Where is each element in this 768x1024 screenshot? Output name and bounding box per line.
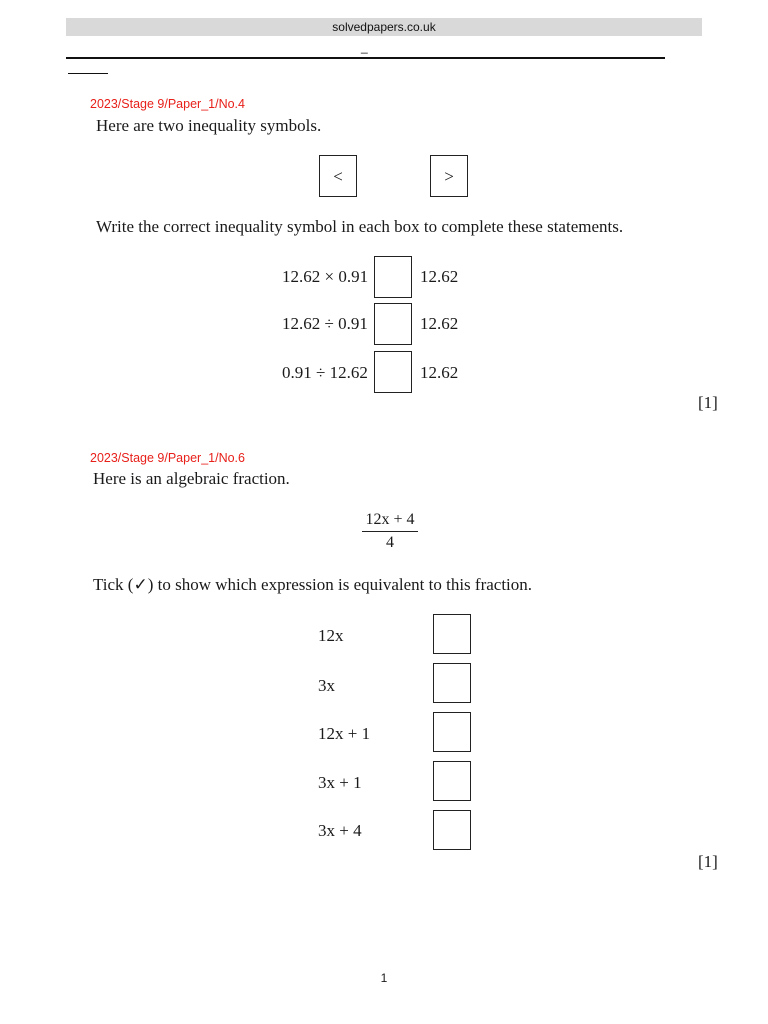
option-3-tick-box[interactable] (433, 712, 471, 752)
header-rule (66, 57, 665, 59)
fraction-bar (362, 531, 418, 532)
less-than-symbol: < (333, 167, 343, 186)
statement-2-answer-box[interactable] (374, 303, 412, 345)
statement-1-answer-box[interactable] (374, 256, 412, 298)
page-number: 1 (380, 971, 388, 985)
q4-reference: 2023/Stage 9/Paper_1/No.4 (90, 97, 245, 111)
option-4-tick-box[interactable] (433, 761, 471, 801)
statement-3-answer-box[interactable] (374, 351, 412, 393)
q6-reference: 2023/Stage 9/Paper_1/No.6 (90, 451, 245, 465)
less-than-symbol-box (319, 155, 357, 197)
option-1-label: 12x (318, 626, 344, 645)
statement-3-left: 0.91 ÷ 12.62 (282, 363, 368, 382)
option-1-tick-box[interactable] (433, 614, 471, 654)
statement-1-left: 12.62 × 0.91 (282, 267, 369, 286)
q6-marks: [1] (698, 852, 718, 871)
option-5-label: 3x + 4 (318, 821, 362, 840)
option-2-tick-box[interactable] (433, 663, 471, 703)
q6-intro: Here is an algebraic fraction. (93, 469, 290, 488)
q4-intro: Here are two inequality symbols. (96, 116, 322, 135)
q6-instruction: Tick (✓) to show which expression is equivalent to this fraction. (93, 575, 533, 594)
fraction-numerator: 12x + 4 (365, 511, 415, 528)
q4-marks: [1] (698, 393, 718, 412)
header-short-rule (68, 73, 108, 74)
fraction-denominator: 4 (386, 534, 394, 551)
option-5-tick-box[interactable] (433, 810, 471, 850)
statement-2-left: 12.62 ÷ 0.91 (282, 314, 368, 333)
statement-2-right: 12.62 (420, 314, 459, 333)
option-2-label: 3x (318, 676, 335, 695)
statement-3-right: 12.62 (420, 363, 459, 382)
header-dash: _ (361, 40, 368, 54)
q4-instruction: Write the correct inequality symbol in each box to complete these statements. (96, 217, 624, 236)
option-4-label: 3x + 1 (318, 773, 362, 792)
site-banner: solvedpapers.co.uk (66, 18, 702, 36)
greater-than-symbol: > (444, 167, 454, 186)
statement-1-right: 12.62 (420, 267, 459, 286)
option-3-label: 12x + 1 (318, 724, 371, 743)
greater-than-symbol-box (430, 155, 468, 197)
algebraic-fraction (362, 511, 418, 552)
